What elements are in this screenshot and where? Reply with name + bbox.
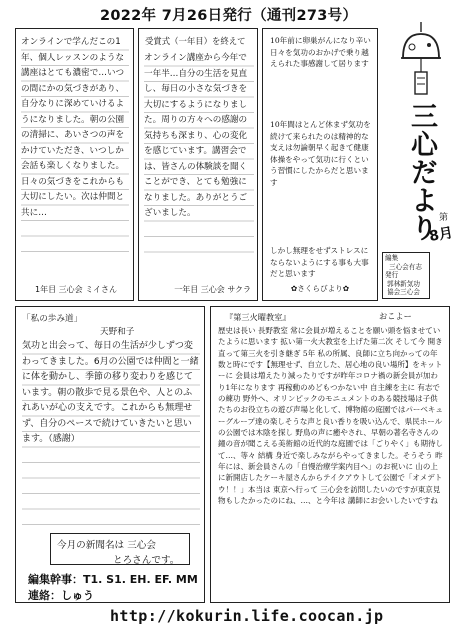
issuer-line: 編集 bbox=[385, 254, 399, 262]
column-1-text: オンラインで学んだこの1年、個人レッスンのような講座はとても濃密で…いつの間にかの気づきがあり、自分なりに深めていけるようになりました。朝の公園の清掃に、あいさつの声をかけていただき、いつしか会話も楽しくなりました。日々の気づきをこれからも大切にしたい。次は仲間と共に… bbox=[21, 35, 129, 263]
column-1-signature: 1年目 三心会 ミイさん bbox=[35, 285, 117, 294]
masthead-title: 三心だより bbox=[406, 102, 437, 242]
column-2-article bbox=[138, 28, 258, 301]
issuer-line: 発行 bbox=[385, 271, 399, 280]
issuer-line: 郭林新気功 bbox=[387, 279, 420, 288]
column-2-heading: 受賞式（一年目）を終えて bbox=[145, 36, 246, 46]
lower-right-heading: 『第三火曜教室』 bbox=[225, 312, 291, 322]
newspaper-name-line-1: 今月の新聞名は 三心会 bbox=[57, 540, 156, 551]
issue-date-header bbox=[100, 4, 360, 26]
lower-left-text: 気功と出会って、毎日の生活が少しずつ変わってきました。6月の公園では仲間と一緒に体を動かし、季節の移り変わりを感じています。朝の散歩で見る景色や、人とのふれあいが心の支えです。これからも無理せず、自分のペースで続けていきたいと思います。（感謝） bbox=[22, 339, 200, 526]
column-2-text: オンライン講座から今年で一年半…自分の生活を見直し、毎日の小さな気づきを大切にするようになりました。周りの方々への感謝の気持ちも深まり、心の変化を感じています。講習会では、皆さんの体験談を聞くことができ、とても勉強になりました。ありがとうございました。 bbox=[144, 51, 254, 265]
column-2-signature: 一年目 三心会 サクラ bbox=[174, 285, 251, 294]
lower-left-article bbox=[15, 306, 205, 603]
column-1-article bbox=[15, 28, 134, 301]
column-3-article bbox=[262, 28, 378, 301]
masthead-month: 8月 bbox=[428, 225, 455, 245]
lower-left-heading: 「私の歩み道」 bbox=[22, 314, 83, 324]
masthead bbox=[381, 20, 461, 305]
issuer-line: 協会三心会 bbox=[387, 288, 420, 297]
lower-right-byline: おこよー bbox=[379, 311, 412, 321]
footer-url[interactable]: http://kokurin.life.coocan.jp bbox=[110, 607, 384, 625]
lower-right-article bbox=[210, 306, 450, 603]
wind-chime-illustration bbox=[381, 20, 461, 100]
newspaper-name-line-2: とろさんです。 bbox=[113, 555, 180, 566]
column-3-paragraph-1: 10年前に卵巣がんになり辛い日々を気功のおかげで乗り越えられた事感謝して居ります bbox=[270, 36, 371, 69]
column-3-paragraph-2: 10年間はとんど休まず気功を続けて来られたのは精神的な支えは勿論朝早く起きて健康体操をやって気功に行くという習慣にしたからだと思います bbox=[270, 120, 371, 187]
issue-number-label: 第 bbox=[439, 213, 449, 223]
editors-line: 編集幹事：T1. S1. EH. EF. MM bbox=[28, 573, 198, 586]
lower-right-text: 歴史は長い 長野教室 常に会員が増えることを願い頭を悩ませていたように思います 拡い第一火大教室を上げた第二次 そして今 開き直って第三火を引き継ぎ 5年 私の所属、良師に立ち向かっての年数と時にです【無理せず、自立した、居心地の良い場所】をキットーに 会員は増えたり減ったりですが昨年コロナ禍の新会員が加わり1年になります 再稼動のめどもつかない中 自主練を主に 有志での練功 野外へ、オリンピックのモニュメントのある競技場は子供たちのお役立ちの遊び声場と化して、博物館の庭園ではパーべキューグループ達の楽しそうな声と良い香りを吸い込んで、県民ホールの公園では木陰を探し 野鳥の声に癒やされ、早朝の著名寺さんの鐘の音が聞こえる美術館の近代的な庭園では「ごりやく」も期待して…、等々 結構 身近で楽しみながらやってきました。そうそう 昨年には、新会員さんの「自慢治療学案内目へ」のお祝いに 山の上に新開店したケーキ屋さんからテイクアウトして公園で「オメデトウ！！」本当は 東京へ行って 三心会を訪問したいのですが東京見物もしたかったのにね、…、と今年は 講師にお会いしたいですね bbox=[218, 326, 443, 506]
lower-left-author: 天野和子 bbox=[100, 327, 135, 337]
issue-date-text: 2022年 7月26日発行（通刊273号） bbox=[100, 8, 358, 24]
column-3-signature: ✿さくらびより✿ bbox=[290, 284, 350, 293]
contact-line: 連絡：しゅう bbox=[28, 589, 94, 602]
issuer-block bbox=[382, 252, 430, 299]
issuer-line: 三心会有志 bbox=[389, 262, 422, 271]
newspaper-name-box bbox=[50, 533, 190, 565]
column-3-paragraph-3: しかし無理をせずストレスにならないようにする事も大事だと思います bbox=[270, 246, 369, 279]
